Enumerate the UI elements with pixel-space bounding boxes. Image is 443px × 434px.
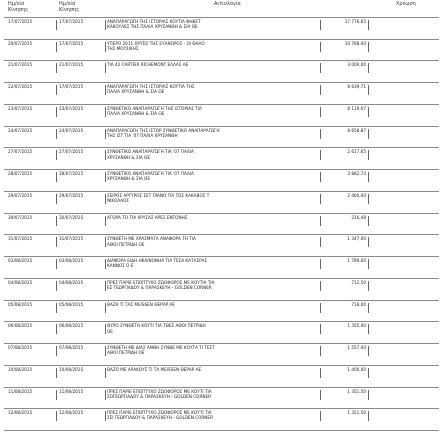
column-separator	[56, 259, 57, 269]
date-cell: 10/08/2015	[8, 366, 33, 372]
amount-cell: 216,48	[351, 214, 366, 220]
value-date-cell: 24/07/2015	[59, 127, 84, 133]
date-cell: 05/08/2015	[8, 301, 33, 307]
amount-cell: 10 768,00	[344, 40, 366, 46]
amount-cell: 3 000,00	[347, 62, 366, 68]
description-cell: ΣΥΝΘΕΤΙΚΟ ΑΝΑΠΑΡΑΓΩΓΗ ΤΙΑ '07 ΠΑΛΙΑ ΧΡΥΣΑΝΘΗ & ΣΙΑ ΟΕ	[107, 149, 194, 160]
description-cell: ΣΥΝΘΕΤΗ ΜΕ ΧΡΑΣΜΑΤΑ ΑΝΑΦΟΡΑ ΤΗ ΤΙΑ ΑΘΟΙ ΠΕΤΡΙΔΗ ΟΕ	[107, 236, 196, 247]
column-separator	[368, 216, 369, 226]
value-date-cell: 30/07/2015	[59, 214, 84, 220]
column-separator	[320, 20, 321, 30]
description-cell: ΑΝΑΠΑΡΑΓΩΓΗ ΤΗΣ ΙΣΤΟΡ ΣΥΝΘΕΤΙΚΟ ΑΝΑΠΑΡΑΓΩΓΗ ΤΗΣ ΙΣΤ ΤΙΑ '07 ΠΑΛΙΑ ΧΡΥΣΑΝΘΗ	[107, 127, 220, 138]
value-date-cell: 29/07/2015	[59, 192, 84, 198]
column-separator	[105, 216, 106, 226]
column-separator	[320, 281, 321, 291]
date-cell: 22/07/2015	[8, 84, 33, 90]
column-separator	[105, 63, 106, 73]
table-row	[4, 126, 439, 148]
description-cell: ΣΥΝΘΕΤΙΚΟ ΑΝΑΠΑΡΑΓΩΓΗ ΤΙΑ '07 ΠΑΛΙΑ ΧΡΥΣΑΝΘΗ & ΣΙΑ ΟΕ	[107, 171, 194, 182]
amount-cell: 718,00	[351, 301, 366, 307]
description-cell: ΑΓΟΡΑ ΤΟ ΤΙΑ ΧΡΥΣΑΣ ΑΡΕΣ ΕΝΤΟΝΗΣ	[107, 214, 188, 220]
column-separator	[320, 216, 321, 226]
amount-cell: 3 882,73	[347, 171, 366, 177]
amount-cell: 8 639,71	[347, 84, 366, 90]
date-cell: 28/07/2015	[8, 171, 33, 177]
column-separator	[105, 194, 106, 204]
amount-cell: 1 351,50	[347, 410, 366, 416]
header-description-col: Αιτιολογία	[214, 1, 241, 7]
description-cell: ΠΡΕΣ ΠΑΡΙΕ ΕΠΟΠΤΥΧΟ ΖΩΟΦΟΡΟΣ ΜΕ ΚΟΥΤΙ ΤΙΑ ΣΟΓΕΩΡΓΙΑΔΟΥ & ΠΑΡΑΣΚΕΥΗ - GOLDEN CORNER	[107, 388, 212, 399]
column-separator	[368, 172, 369, 182]
amount-cell: 1 557,00	[347, 345, 366, 351]
amount-cell: 1 789,00	[347, 258, 366, 264]
column-separator	[56, 150, 57, 160]
table-row	[4, 60, 439, 82]
column-separator	[105, 324, 106, 334]
value-date-cell: 21/07/2015	[59, 62, 84, 68]
column-separator	[368, 63, 369, 73]
header-debit-col: Χρέωση	[396, 1, 416, 7]
value-date-cell: 06/08/2015	[59, 323, 84, 329]
value-date-cell: 03/08/2015	[59, 258, 84, 264]
column-separator	[368, 368, 369, 378]
description-cell: ΥΠΕΡΟ 2011 ΧΡΥΣΟ ΤΗΣ ΕΥΑΝΟΡΟΣ - ΟΙ ΘΑΛΟ ΤΗΣ ΜΟΥΣΙΚΗΣ	[107, 40, 205, 51]
description-cell: ΔΙΑΦΟΡΑ ΕΙΔΗ ΗΚΑΙΝΟΝΗΑ ΤΙΑ ΤΕΣΑ ΚΑΤΑΣΡΑΣ ΚΑΝΝΟΣ Ο Ε	[107, 258, 208, 269]
date-cell: 17/07/2015	[8, 19, 33, 24]
table-row	[4, 321, 439, 343]
amount-cell: 1 355,00	[347, 323, 366, 329]
column-separator	[320, 42, 321, 52]
value-date-cell: 04/08/2015	[59, 279, 84, 285]
amount-cell: 8 658,87	[347, 127, 366, 133]
table-row	[4, 213, 439, 235]
column-separator	[368, 390, 369, 400]
column-separator	[368, 20, 369, 30]
amount-cell: 1 400,00	[347, 366, 366, 372]
column-separator	[56, 303, 57, 313]
table-row	[4, 278, 439, 300]
column-separator	[320, 107, 321, 117]
description-cell: ΠΡΕΣ ΠΑΡΙΕ ΕΠΟΠΤΥΧΟ ΖΩΟΦΟΡΟΣ ΜΕ ΚΟΥΤΙ ΤΙΑ ΣΣΙ ΓΕΩΡΓΙΑΔΟΥ & ΠΑΡΑΣΚΕΥΗ - GOLDEN CORNER	[107, 410, 213, 421]
date-cell: 11/08/2015	[8, 388, 33, 394]
column-separator	[320, 259, 321, 269]
column-separator	[368, 194, 369, 204]
amount-cell: 1 351,50	[347, 388, 366, 394]
column-separator	[105, 259, 106, 269]
date-cell: 03/08/2015	[8, 258, 33, 264]
amount-cell: 17 776,65	[344, 19, 366, 24]
column-separator	[56, 172, 57, 182]
description-cell: ΣΕΙΡΟΣ ΑΡΓΥΡΟΣ ΣΕΤ ΠΙΑΝΟ ΤΙΑ ΤΟΣ ΚΑΚΑΒΟΣ Τ ΝΙΚΟΛΑΟΣ	[107, 192, 210, 204]
column-separator	[368, 150, 369, 160]
table-row	[4, 365, 439, 387]
column-separator	[105, 390, 106, 400]
description-cell: ΒΑΖΟ ΜΕ ΑΡΑΚΟΥΣ ΤΙ ΤΑ ΜΕΙSSEN ΘΕΡΑΡ ΑΕ	[107, 366, 202, 372]
table-header	[4, 1, 439, 17]
column-separator	[56, 129, 57, 139]
column-separator	[56, 194, 57, 204]
amount-cell: 1 347,00	[347, 236, 366, 242]
column-separator	[368, 259, 369, 269]
column-separator	[320, 63, 321, 73]
column-separator	[320, 237, 321, 247]
table-row	[4, 39, 439, 61]
column-separator	[320, 346, 321, 356]
table-row	[4, 343, 439, 365]
date-cell: 24/07/2015	[8, 127, 33, 133]
column-separator	[368, 346, 369, 356]
column-separator	[320, 150, 321, 160]
value-date-cell: 10/08/2015	[59, 366, 84, 372]
value-date-cell: 17/07/2015	[59, 84, 84, 90]
description-cell: ΒΑΖΑ ΤΙ ΤΑΣ MEISSEN ΘΕΡΑΡ ΑΕ	[107, 301, 175, 307]
date-cell: 07/08/2015	[8, 345, 33, 351]
column-separator	[320, 368, 321, 378]
table-row	[4, 191, 439, 213]
column-separator	[320, 303, 321, 313]
date-cell: 04/08/2015	[8, 279, 33, 285]
value-date-cell: 12/08/2015	[59, 410, 84, 416]
value-date-cell: 23/07/2015	[59, 105, 84, 111]
column-separator	[56, 237, 57, 247]
amount-cell: 2 460,00	[347, 192, 366, 198]
column-separator	[105, 172, 106, 182]
column-separator	[105, 107, 106, 117]
table-row	[4, 17, 439, 39]
table-row	[4, 300, 439, 322]
date-cell: 21/07/2015	[8, 62, 33, 68]
description-cell: ΣΥΝΘΕΤΗ ΜΕ ΔΙΑΣ ΑΝΘΗ ΣΥΝΘΕ ΜΕ ΚΟΥΤΑ ΤΙ ΤΕΣΤ ΑΘΟΙ ΠΕΤΡΙΔΗ ΟΕ	[107, 345, 215, 356]
table-row	[4, 256, 439, 278]
column-separator	[56, 281, 57, 291]
column-separator	[56, 368, 57, 378]
column-separator	[368, 281, 369, 291]
header-value-date-col: Ημ/νία Κίνησης	[59, 1, 80, 13]
amount-cell: 8 119,07	[347, 105, 366, 111]
table-row	[4, 234, 439, 256]
description-cell: ΠΡΕΣ ΠΑΡΙΕ ΕΠΟΠΤΥΧΟ ΖΩΟΦΟΡΟΣ ΜΕ ΚΟΥΤΙΑ ΤΙΑ ΕΣ ΓΕΩΡΓΙΑΔΟΥ & ΠΑΡΑΣΚΕΥΗ - GOLDEN CORNER	[107, 279, 215, 291]
value-date-cell: 17/07/2015	[59, 40, 84, 46]
column-separator	[105, 346, 106, 356]
column-separator	[56, 390, 57, 400]
value-date-cell: 05/08/2015	[59, 301, 84, 307]
value-date-cell: 17/07/2015	[59, 19, 84, 24]
date-cell: 23/07/2015	[8, 105, 33, 111]
column-separator	[56, 411, 57, 421]
date-cell: 31/07/2015	[8, 236, 33, 242]
column-separator	[368, 303, 369, 313]
column-separator	[56, 63, 57, 73]
value-date-cell: 07/08/2015	[59, 345, 84, 351]
header-date-col: Ημ/νία Κίνησης	[8, 1, 29, 13]
column-separator	[105, 129, 106, 139]
description-cell: ΤΙΑ 42 CARTIER RICHEMONT ΕΛΛΑΣ ΑΕ	[107, 62, 189, 68]
amount-cell: 712,50	[351, 279, 366, 285]
description-cell: ΘΥΡΟ ΣΥΝΘΕΤΗ ΚΟΥΤΙ ΤΙΑ ΤΘΕΣ ΑΘΟΙ ΠΕΤΡΙΔΗ ΟΕ	[107, 323, 206, 334]
column-separator	[320, 85, 321, 95]
column-separator	[320, 324, 321, 334]
description-cell: ΑΝΑΠΑΡΑΓΩΓΗ ΤΗΣ ΙΣΤΟΡΙΑΣ ΚΟΥΤΙΑ ΦΗΚΕΤ ΚΑΚΟΥΛΕΣ ΤΗΣ ΠΑΛΙΑ ΧΡΥΣΑΝΘΗ & ΣΙΑ ΟΕ	[107, 19, 201, 30]
column-separator	[56, 107, 57, 117]
column-separator	[56, 20, 57, 30]
column-separator	[368, 237, 369, 247]
column-separator	[368, 411, 369, 421]
description-cell: ΑΝΑΠΑΡΑΓΩΓΗ ΤΗΣ ΙΣΤΟΡΙΑΣ ΚΟΥΤΙΑ ΤΗΣ ΠΑΛΙΑ ΧΡΥΣΑΝΘΗ & ΣΙΑ ΟΕ	[107, 84, 195, 95]
column-separator	[105, 411, 106, 421]
column-separator	[320, 194, 321, 204]
column-separator	[320, 390, 321, 400]
column-separator	[56, 216, 57, 226]
column-separator	[105, 42, 106, 52]
table-row	[4, 82, 439, 104]
column-separator	[105, 281, 106, 291]
column-separator	[320, 129, 321, 139]
value-date-cell: 27/07/2015	[59, 149, 84, 155]
column-separator	[368, 129, 369, 139]
column-separator	[56, 346, 57, 356]
column-separator	[368, 107, 369, 117]
amount-cell: 2 617,65	[347, 149, 366, 155]
column-separator	[105, 368, 106, 378]
value-date-cell: 31/07/2015	[59, 236, 84, 242]
date-cell: 20/07/2015	[8, 40, 33, 46]
value-date-cell: 28/07/2015	[59, 171, 84, 177]
table-row	[4, 169, 439, 191]
column-separator	[105, 150, 106, 160]
column-separator	[56, 85, 57, 95]
column-separator	[105, 85, 106, 95]
date-cell: 30/07/2015	[8, 214, 33, 220]
column-separator	[105, 237, 106, 247]
date-cell: 12/08/2015	[8, 410, 33, 416]
table-row	[4, 147, 439, 169]
column-separator	[56, 324, 57, 334]
column-separator	[368, 85, 369, 95]
column-separator	[368, 324, 369, 334]
table-row	[4, 387, 439, 409]
column-separator	[105, 303, 106, 313]
description-cell: ΣΥΝΘΕΤΙΚΟ ΑΝΑΠΑΡΑΓΩΓΗ ΤΗΣ ΙΣΤΟΡΙΑΣ ΤΙΑ ΠΑΛΙΑ ΧΡΥΣΑΝΘΗ & ΣΙΑ ΟΕ	[107, 105, 202, 117]
value-date-cell: 11/08/2015	[59, 388, 84, 394]
column-separator	[105, 20, 106, 30]
date-cell: 06/08/2015	[8, 323, 33, 329]
date-cell: 27/07/2015	[8, 149, 33, 155]
date-cell: 29/07/2015	[8, 192, 33, 198]
table-row	[4, 104, 439, 126]
column-separator	[320, 172, 321, 182]
table-row	[4, 408, 439, 430]
row-divider	[4, 430, 439, 431]
column-separator	[56, 42, 57, 52]
column-separator	[320, 411, 321, 421]
column-separator	[368, 42, 369, 52]
